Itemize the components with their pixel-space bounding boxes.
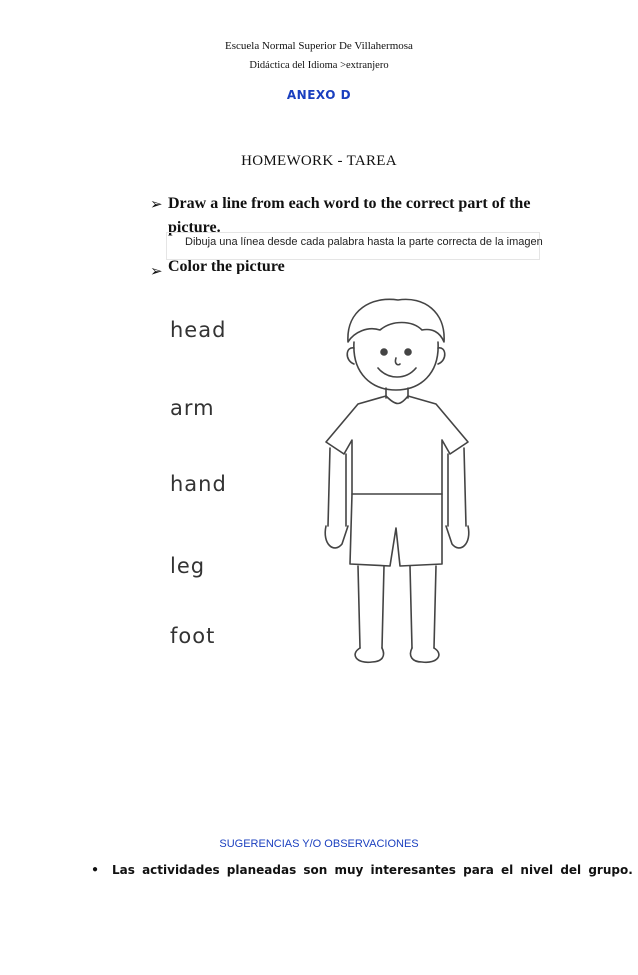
- homework-title: HOMEWORK - TAREA: [241, 153, 397, 169]
- instruction-color-text: Color the picture: [168, 260, 285, 274]
- bullet-icon: ●: [92, 864, 99, 875]
- school-name: Escuela Normal Superior De Villahermosa: [225, 40, 413, 52]
- observation-item: Las actividades planeadas son muy interesantes para el nivel del grupo.: [112, 863, 633, 877]
- body-parts-worksheet: [150, 282, 514, 667]
- word-arm: arm: [170, 396, 215, 420]
- instruction-color: [168, 260, 285, 274]
- arrow-bullet-icon: ➢: [150, 262, 163, 280]
- course-subject: Didáctica del Idioma >extranjero: [249, 60, 389, 71]
- word-head: head: [170, 318, 227, 342]
- arrow-bullet-icon: ➢: [150, 195, 163, 213]
- word-leg: leg: [170, 554, 206, 578]
- observations-title: SUGERENCIAS Y/O OBSERVACIONES: [219, 838, 419, 850]
- word-foot: foot: [170, 624, 216, 648]
- instruction-draw-line: Draw a line from each word to the correct part of the picture.: [168, 195, 531, 236]
- word-hand: hand: [170, 472, 227, 496]
- instruction-hint: Dibuja una línea desde cada palabra hasta la parte correcta de la imagen: [185, 236, 543, 248]
- boy-outline-drawing: [150, 282, 514, 667]
- annex-title: ANEXO D: [286, 88, 352, 102]
